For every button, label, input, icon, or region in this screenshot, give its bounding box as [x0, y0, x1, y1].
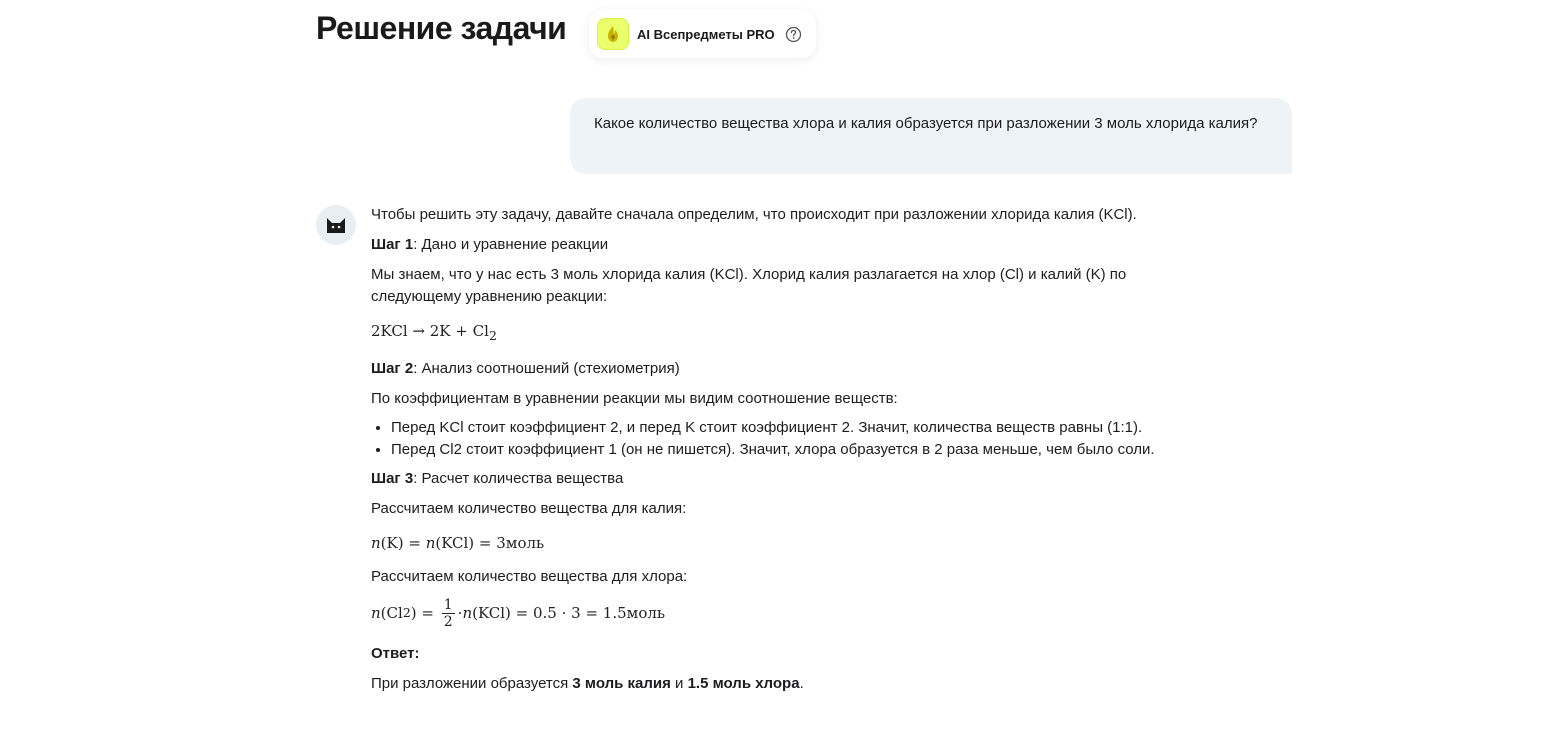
- user-message: [570, 98, 1292, 174]
- stoichiometry-list: [371, 417, 1191, 461]
- user-message-text: Какое количество вещества хлора и калия образуется при разложении 3 моль хлорида калия?: [594, 115, 1258, 132]
- step-1-title: : Дано и уравнение реакции: [413, 236, 609, 253]
- formula-kcl-part: (KCl) = 3моль: [435, 534, 545, 552]
- step-2-heading: [371, 358, 1191, 380]
- step-3-title: : Расчет количества вещества: [413, 470, 624, 487]
- chlorine-symbol: Cl: [472, 322, 489, 340]
- page-title: Решение задачи: [316, 10, 567, 46]
- final-answer-prefix: При разложении образуется: [371, 675, 573, 692]
- formula-n: n: [462, 604, 473, 622]
- cat-icon: [326, 216, 346, 234]
- answer-label-text: Ответ:: [371, 645, 420, 662]
- step-2-text: По коэффициентам в уравнении реакции мы видим соотношение веществ:: [371, 390, 898, 407]
- formula-dot: ·: [457, 604, 463, 622]
- step-1-heading: [371, 234, 1191, 256]
- equation-potassium: 2K: [429, 322, 451, 340]
- assistant-answer: [371, 204, 1191, 695]
- final-answer-suffix: .: [799, 675, 804, 692]
- formula-n: n: [371, 604, 381, 622]
- potassium-calc-text: Рассчитаем количество вещества для калия:: [371, 500, 687, 517]
- potassium-formula: [371, 532, 1191, 554]
- step-1-text: Мы знаем, что у нас есть 3 моль хлорида калия (KCl). Хлорид калия разлагается на хлор (Cl) и калий (K) по следующему уравнению реакции:: [371, 266, 1127, 305]
- fraction: [442, 597, 455, 630]
- formula-n: n: [371, 534, 381, 552]
- model-logo-icon: [597, 18, 629, 50]
- reaction-equation: [371, 320, 1191, 347]
- formula-cl-subscript: 2: [402, 605, 411, 620]
- help-icon[interactable]: [785, 26, 802, 43]
- equation-reactant: 2KCl: [371, 322, 408, 340]
- list-item: • Перед Cl2 стоит коэффициент 1 (он не пишется). Значит, хлора образуется в 2 раза меньше, чем было соли.: [391, 439, 1191, 461]
- formula-cl-open: (Cl: [380, 604, 403, 622]
- formula-n: n: [425, 534, 436, 552]
- chlorine-calc-text: Рассчитаем количество вещества для хлора:: [371, 568, 688, 585]
- formula-cl-close: ) =: [410, 604, 439, 622]
- formula-k-part: (K) =: [380, 534, 426, 552]
- formula-cl-rest: (KCl) = 0.5 · 3 = 1.5моль: [472, 604, 666, 622]
- final-answer: [371, 673, 1191, 695]
- answer-intro: Чтобы решить эту задачу, давайте сначала определим, что происходит при разложении хлорида калия (KCl).: [371, 206, 1137, 223]
- final-chlorine-amount: 1.5 моль хлора: [687, 675, 800, 692]
- chlorine-formula: [371, 593, 1191, 633]
- final-answer-and: и: [670, 675, 688, 692]
- equation-arrow: →: [412, 322, 425, 340]
- step-2-label: Шаг 2: [371, 360, 414, 377]
- final-potassium-amount: 3 моль калия: [572, 675, 671, 692]
- step-3-heading: [371, 468, 1191, 490]
- step-2-title: : Анализ соотношений (стехиометрия): [413, 360, 680, 377]
- step-1-label: Шаг 1: [371, 236, 414, 253]
- fraction-numerator: 1: [443, 596, 453, 613]
- fraction-denominator: 2: [443, 613, 453, 630]
- equation-chlorine: [472, 322, 497, 343]
- step-3-label: Шаг 3: [371, 470, 414, 487]
- chlorine-subscript: 2: [488, 328, 497, 343]
- list-item: • Перед KCl стоит коэффициент 2, и перед K стоит коэффициент 2. Значит, количества веществ равны (1:1).: [391, 417, 1191, 439]
- model-selector[interactable]: [589, 10, 816, 58]
- answer-label: [371, 643, 1191, 665]
- assistant-avatar: [316, 205, 356, 245]
- model-name: AI Всепредметы PRO: [637, 26, 775, 42]
- equation-plus: +: [455, 322, 468, 340]
